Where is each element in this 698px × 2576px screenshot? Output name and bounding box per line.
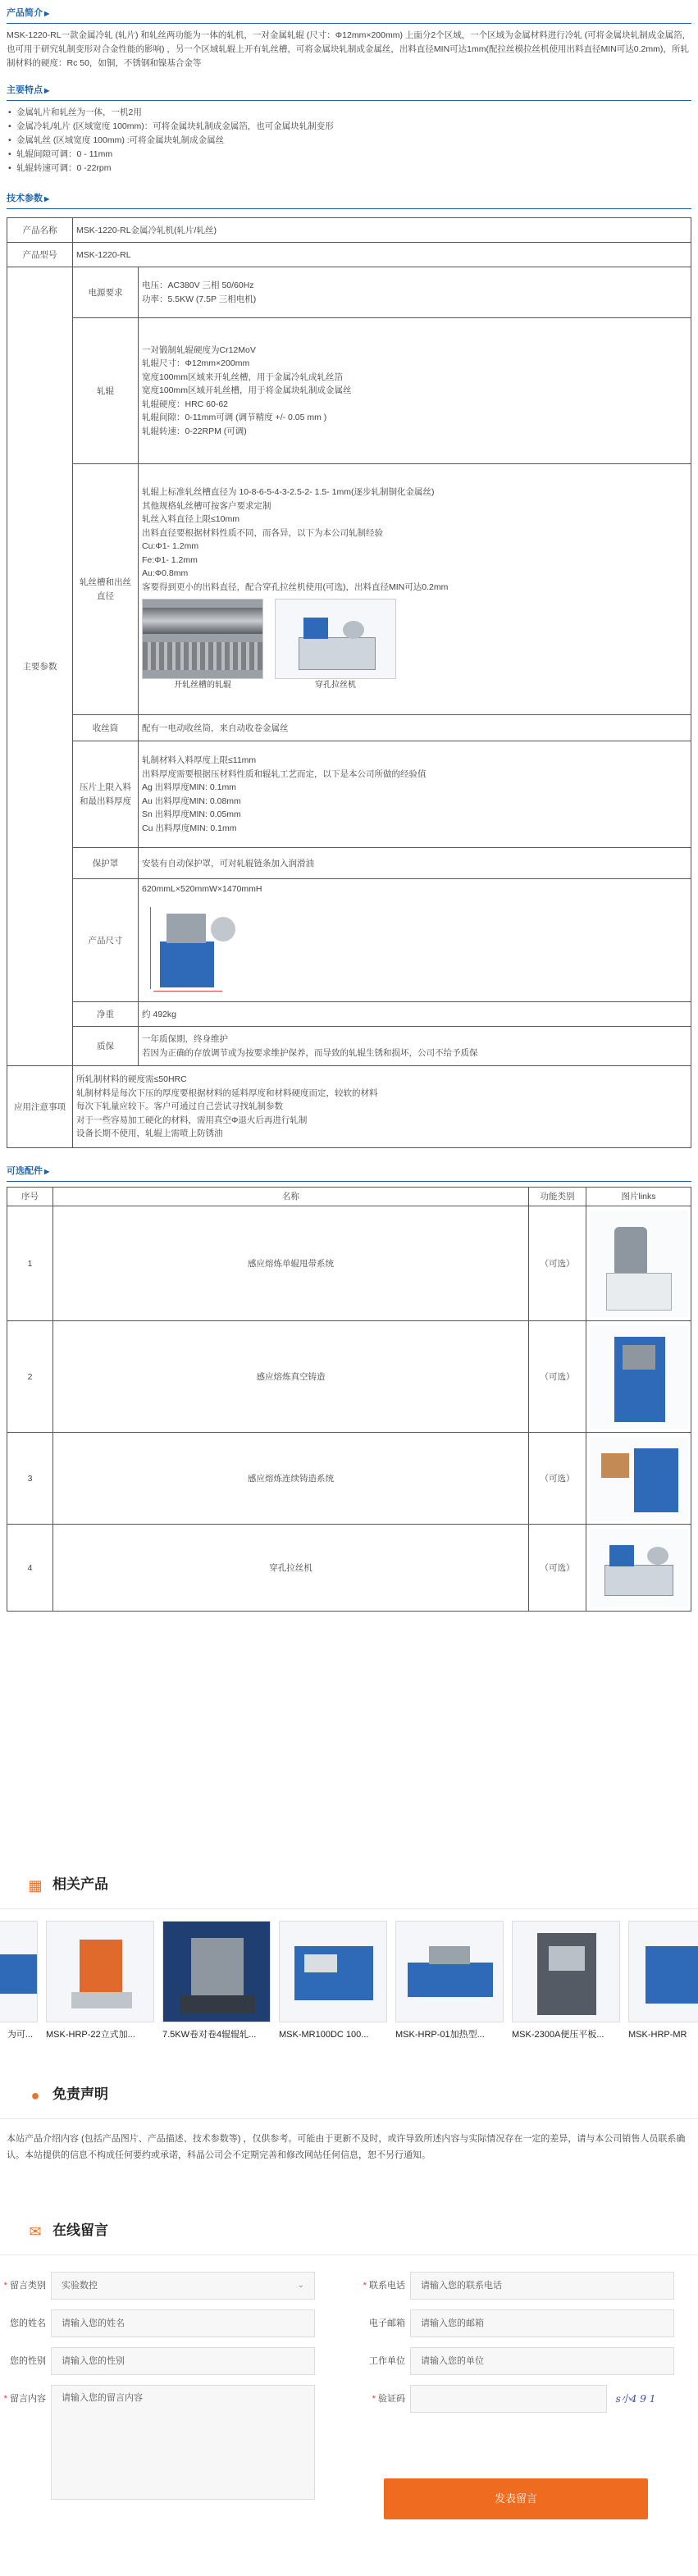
email-label: 电子邮箱 (369, 2318, 405, 2328)
captcha-image[interactable]: s小4 9 1 (615, 2393, 656, 2405)
table-row (7, 1321, 691, 1433)
email-field[interactable] (410, 2309, 674, 2337)
chevron-down-icon: ⌄ (297, 2281, 304, 2290)
feature-item: • 轧辊间隙可调：0 - 11mm (7, 148, 691, 162)
message-header (0, 2208, 698, 2255)
related-strip (0, 1921, 698, 2042)
disclaimer-header (0, 2072, 698, 2119)
table-row (7, 1433, 691, 1525)
related-name: 为可... (7, 2030, 33, 2040)
contact-phone-placeholder: 请输入您的联系电话 (421, 2281, 502, 2291)
gender-field[interactable] (51, 2347, 315, 2375)
roll-line: 轧辊转速：0-22RPM (可调) (142, 426, 247, 436)
power-line: 电压：AC380V 三相 50/60Hz (142, 280, 254, 291)
options-col-no: 序号 (7, 1188, 53, 1206)
options-heading: 可选配件 ▶ (7, 1165, 691, 1182)
spec-value-guard: 安装有自动保护罩，可对轧辊链条加入润滑油 (139, 848, 691, 879)
notes-line: 轧制材料是每次下压的厚度要根据材料的延料厚度和材料硬度而定，较软的材料 (76, 1087, 378, 1098)
spec-label-power: 电源要求 (73, 267, 139, 318)
wire-line: 轧辊上标准轧丝槽直径为 10-8-6-5-4-3-2.5-2- 1.5- 1mm(逐步轧制铜化金属丝) (142, 487, 435, 498)
wire-line: Fe:Φ1- 1.2mm (142, 554, 198, 565)
related-card[interactable] (46, 1921, 154, 2042)
roll-line: 轧辊尺寸：Φ12mm×200mm (142, 358, 250, 369)
gender-placeholder: 请输入您的性别 (62, 2356, 125, 2366)
related-photo (628, 1921, 698, 2022)
spec-label-weight: 净重 (73, 1002, 139, 1027)
spec-value-wire (139, 464, 691, 715)
contact-phone-label: 联系电话 (369, 2281, 405, 2291)
message-section: ✉ 在线留言 * 留言类别 实验数控 ⌄ * 联系电话 请输入您的联系电话 您的姓名 请输入您的姓名 电子邮箱 请输入您的邮箱 您的性别 请输入您的性别 工作单位 请输入您的单位 * 留言内容 请输入您的留言内容 * 验证码 s小4 9 1 发表留言 (0, 2208, 698, 2516)
thick-line: 轧制材料入料厚度上限≤11mm (142, 755, 257, 766)
related-photo (395, 1921, 504, 2022)
spec-value-warranty (139, 1027, 691, 1066)
option-no: 4 (7, 1525, 53, 1612)
related-card[interactable] (279, 1921, 387, 2042)
option-photo[interactable] (590, 1325, 688, 1429)
related-name: 7.5KW卷对卷4辊辊轧... (162, 2030, 257, 2040)
option-name: 感应熔炼单辊甩带系统 (53, 1206, 529, 1321)
options-col-cat: 功能类别 (529, 1188, 586, 1206)
option-no: 3 (7, 1433, 53, 1525)
spec-value-size (139, 879, 691, 1002)
related-carousel (0, 1909, 698, 2057)
spec-value-model: MSK-1220-RL (73, 243, 691, 267)
table-row (7, 1525, 691, 1612)
wire-line: 轧丝入料直径上限≤10mm (142, 514, 240, 525)
related-name: MSK-2300A便压平板... (512, 2030, 604, 2040)
spec-label-notes: 应用注意事项 (7, 1066, 73, 1148)
email-placeholder: 请输入您的邮箱 (421, 2318, 484, 2328)
wire-line: 出料直径要根据材料性质不同，而各异，以下为本公司轧制经验 (142, 527, 383, 538)
option-photo[interactable] (590, 1529, 688, 1607)
thick-line: Au 出料厚度MIN: 0.08mm (142, 796, 241, 806)
spec-label-model: 产品型号 (7, 243, 73, 267)
features-list (7, 106, 691, 176)
spec-label-collect: 收丝筒 (73, 715, 139, 741)
option-cat: （可选） (529, 1525, 586, 1612)
wire-line: Cu:Φ1- 1.2mm (142, 541, 199, 552)
notes-line: 设备长期不使用，轧辊上需喷上防锈油 (76, 1128, 223, 1139)
table-row (7, 1206, 691, 1321)
captcha-field[interactable] (410, 2385, 607, 2413)
related-card[interactable] (628, 1921, 698, 2042)
warranty-line: 一年质保期，终身维护 (142, 1034, 228, 1045)
name-placeholder: 请输入您的姓名 (62, 2318, 125, 2328)
spec-value-weight: 约 492kg (139, 1002, 691, 1027)
grooved-roll-caption: 开轧丝槽的轧辊 (174, 681, 231, 691)
option-no: 1 (7, 1206, 53, 1321)
feature-item: • 轧辊转速可调：0 -22rpm (7, 162, 691, 176)
specs-table (7, 217, 691, 1148)
category-select[interactable] (51, 2272, 315, 2300)
related-card[interactable] (162, 1921, 271, 2042)
option-name: 感应熔炼连续铸造系统 (53, 1433, 529, 1525)
name-field[interactable] (51, 2309, 315, 2337)
disclaimer-text: 本站产品介绍内容 (包括产品图片、产品描述、技术参数等) ，仅供参考。可能由于更新不及时，或许导致所述内容与实际情况存在一定的差异，请与本公司销售人员联系确认。本站提供的信息不构成任何要约或承诺，科晶公司会不定期完善和修改网站任何信息，恕不另行通知。 (7, 2134, 686, 2160)
related-name: MSK-MR100DC 100... (279, 2030, 369, 2040)
grid-icon: ▦ (28, 1876, 43, 1894)
spec-label-thick: 压片上限入料和最出料厚度 (73, 741, 139, 848)
notes-line: 每次下轧量应较下。客户可通过自己尝试寻找轧制参数 (76, 1101, 283, 1112)
thick-line: Cu 出料厚度MIN: 0.1mm (142, 823, 237, 833)
content-placeholder: 请输入您的留言内容 (62, 2393, 143, 2403)
intro-heading: 产品简介 ▶ (7, 7, 691, 24)
related-title: 相关产品 (52, 1876, 108, 1893)
category-label: 留言类别 (10, 2281, 46, 2291)
company-placeholder: 请输入您的单位 (421, 2356, 484, 2366)
specs-heading: 技术参数 ▶ (7, 192, 691, 209)
roll-line: 宽度100mm区域来开轧丝槽，用于金属冷轧成轧丝箔 (142, 372, 344, 382)
related-header (0, 1862, 698, 1909)
spec-label-guard: 保护罩 (73, 848, 139, 879)
gender-label: 您的性别 (10, 2356, 46, 2366)
option-photo[interactable] (590, 1210, 688, 1317)
wire-line: Au:Φ0.8mm (142, 568, 189, 579)
roll-line: 轧辊间隙：0-11mm可调 (调节精度 +/- 0.05 mm ) (142, 413, 327, 423)
option-name: 感应熔炼真空铸造 (53, 1321, 529, 1433)
spec-label-wire: 轧丝槽和出丝直径 (73, 464, 139, 715)
captcha-label: 验证码 (378, 2394, 405, 2404)
thick-line: Sn 出料厚度MIN: 0.05mm (142, 809, 241, 820)
options-section (0, 1165, 698, 1612)
thick-line: Ag 出料厚度MIN: 0.1mm (142, 782, 236, 793)
spec-value-roll (139, 318, 691, 464)
drawing-machine-caption: 穿孔拉丝机 (315, 681, 356, 691)
option-photo-cell (586, 1433, 691, 1525)
option-photo-cell (586, 1525, 691, 1612)
spec-label-warranty: 质保 (73, 1027, 139, 1066)
content-textarea[interactable] (51, 2385, 315, 2500)
specs-section (0, 192, 698, 1148)
category-value: 实验数控 (62, 2281, 98, 2291)
feature-item: • 金属冷轧/轧片 (区域宽度 100mm)：可将金属块轧制成金属箔，也可金属块轧制变形 (7, 120, 691, 134)
company-label: 工作单位 (369, 2356, 405, 2366)
intro-text: MSK-1220-RL一款金属冷轧 (轧片) 和轧丝两功能为一体的轧机，一对金属轧辊 (尺寸：Φ12mm×200mm) 上面分2个区域，一个区域为金属材料进行冷轧 (可将金属块轧制成金属箔，也可用于研究轧制变形对合金性能的影响) ，另一个区域轧辊上开有轧丝槽，可将金属块轧制成金属丝，出料直径MIN可达1mm(配拉丝模拉丝机使用出料直径MIN可达0.2mm)，所轧制材料的硬度：Rc 50，如铜，不锈钢和镍基合金等 (7, 30, 691, 69)
related-photo (279, 1921, 387, 2022)
feature-item: • 金属轧片和轧丝为一体，一机2用 (7, 106, 691, 120)
submit-button[interactable]: 发表留言 (384, 2478, 648, 2519)
roll-line: 轧辊硬度：HRC 60-62 (142, 399, 229, 409)
product-dimension-photo (142, 899, 249, 996)
disclaimer-title: 免责声明 (52, 2086, 108, 2103)
grooved-roll-photo (142, 599, 263, 679)
spec-label-size: 产品尺寸 (73, 879, 139, 1002)
spec-value-power (139, 267, 691, 318)
wire-line: 客要得到更小的出料直径，配合穿孔拉丝机使用(可选)，出料直径MIN可达0.2mm (142, 581, 449, 592)
disclaimer-section (0, 2072, 698, 2163)
drawing-machine-photo (275, 599, 396, 679)
wire-line: 其他规格轧丝槽可按客户要求定制 (142, 500, 271, 511)
options-table (7, 1187, 691, 1612)
related-photo (0, 1921, 38, 2022)
option-cat: （可选） (529, 1433, 586, 1525)
related-photo (512, 1921, 620, 2022)
roll-line: 宽度100mm区域开轧丝槽，用于将金属块轧制成金属丝 (142, 385, 352, 396)
spec-value-name: MSK-1220-RL金属冷轧机(轧片/轧丝) (73, 218, 691, 243)
name-label: 您的姓名 (10, 2318, 46, 2328)
notes-line: 所轧制材料的硬度需≤50HRC (76, 1074, 187, 1085)
power-line: 功率：5.5KW (7.5P 三相电机) (142, 294, 257, 304)
spec-label-roll: 轧辊 (73, 318, 139, 464)
related-name: MSK-HRP-01加热型... (395, 2030, 485, 2040)
warranty-line: 若因为正确的存放调节或为按要求维护保养，而导致的轧辊生锈和损坏，公司不给予质保 (142, 1047, 478, 1058)
related-name: MSK-HRP-22立式加... (46, 2030, 135, 2040)
intro-section (0, 0, 698, 71)
related-photo (162, 1921, 271, 2022)
roll-line: 一对锻制轧辊硬度为Cr12MoV (142, 344, 256, 355)
spec-value-thick (139, 741, 691, 848)
related-card[interactable] (0, 1921, 38, 2042)
related-section (0, 1862, 698, 2057)
size-text: 620mmL×520mmW×1470mmH (142, 884, 262, 895)
content-label: 留言内容 (10, 2394, 46, 2404)
message-title: 在线留言 (52, 2223, 108, 2239)
related-card[interactable] (512, 1921, 620, 2042)
thick-line: 出料厚度需要根据压材料性质和辊轧工艺而定，以下是本公司所做的经验值 (142, 768, 427, 779)
feature-item: • 金属轧丝 (区域宽度 100mm) :可将金属块轧制成金属丝 (7, 134, 691, 148)
features-section (0, 84, 698, 176)
spec-value-collect: 配有一电动收丝筒，来自动收卷金属丝 (139, 715, 691, 741)
features-heading: 主要特点 ▶ (7, 84, 691, 101)
related-card[interactable] (395, 1921, 504, 2042)
option-no: 2 (7, 1321, 53, 1433)
spec-label-name: 产品名称 (7, 218, 73, 243)
option-photo[interactable] (590, 1437, 688, 1521)
options-col-img: 图片links (586, 1188, 691, 1206)
related-name: MSK-HRP-MR (628, 2030, 687, 2040)
spec-value-notes (73, 1066, 691, 1148)
option-cat: （可选） (529, 1321, 586, 1433)
option-cat: （可选） (529, 1206, 586, 1321)
spec-label-main: 主要参数 (7, 267, 73, 1066)
contact-phone-field[interactable] (410, 2272, 674, 2300)
options-col-name: 名称 (53, 1188, 529, 1206)
related-photo (46, 1921, 154, 2022)
option-photo-cell (586, 1321, 691, 1433)
user-icon: ● (30, 2086, 40, 2104)
option-name: 穿孔拉丝机 (53, 1525, 529, 1612)
company-field[interactable] (410, 2347, 674, 2375)
notes-line: 对于一些容易加工硬化的材料，需用真空Φ退火后再进行轧制 (76, 1115, 308, 1125)
chat-icon: ✉ (29, 2223, 42, 2240)
option-photo-cell (586, 1206, 691, 1321)
